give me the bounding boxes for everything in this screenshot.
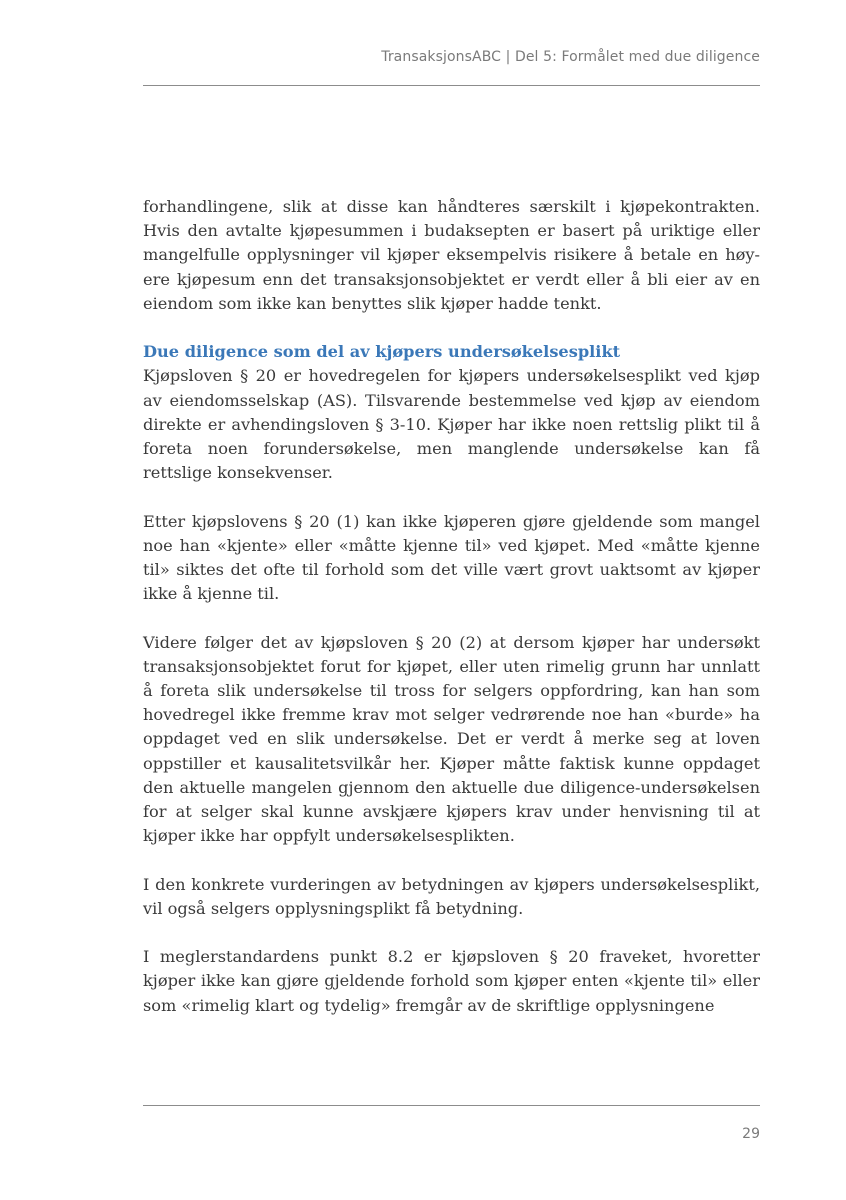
- paragraph-5: I meglerstandardens punkt 8.2 er kjøpsloven § 20 fraveket, hvoretter kjøper ikke kan gjøre gjeldende forhold som kjøper enten «kjente til» eller som «rimelig klart og tydelig» fremgår av de skriftlige opplysningene: [143, 947, 760, 1015]
- running-header: TransaksjonsABC | Del 5: Formålet med due diligence: [381, 49, 760, 65]
- paragraph-2: Etter kjøpslovens § 20 (1) kan ikke kjøperen gjøre gjeldende som mangel noe han «kjente» eller «måtte kjenne til» ved kjøpet. Med «måtte kjenne til» siktes det ofte til forhold som det ville vært grovt uaktsomt av kjøper ikke å kjenne til.: [143, 511, 760, 604]
- header-divider: [143, 85, 760, 86]
- paragraph-3: Videre følger det av kjøpsloven § 20 (2) at dersom kjøper har undersøkt transaksjonsobjektet forut for kjøpet, eller uten rimelig grunn har unnlatt å foreta slik undersøkelse til tross for selgers oppfordring, kan han som hovedregel ikke fremme krav mot selger vedrørende noe han «burde» ha oppdaget ved en slik undersøkelse. Det er verdt å merke seg at loven oppstiller et kausalitetsvilkår her. Kjøper måtte faktisk kunne oppdaget den aktuelle mangelen gjennom den aktuelle due diligence-undersøkelsen for at selger skal kunne avskjære kjøpers krav under henvisning til at kjøper ikke har oppfylt undersøkelsesplikten.: [143, 632, 760, 846]
- paragraph-1: Kjøpsloven § 20 er hovedregelen for kjøpers undersøkelsesplikt ved kjøp av eiendomsselskap (AS). Tilsvarende bestemmelse ved kjøp av eiendom direkte er avhendingsloven § 3-10. Kjøper har ikke noen rettslig plikt til å foreta noen forundersøkelse, men manglende undersøkelse kan få rettslige konsekvenser.: [143, 366, 760, 483]
- page-number: 29: [742, 1126, 760, 1142]
- footer-divider: [143, 1105, 760, 1106]
- paragraph-4: I den konkrete vurderingen av betydningen av kjøpers undersøkelsesplikt, vil også selgers opplysningsplikt få betydning.: [143, 874, 760, 918]
- paragraph-intro: forhandlingene, slik at disse kan håndteres særskilt i kjøpekontrakten. Hvis den avtalte kjøpesummen i budaksepten er basert på uriktige eller mangelfulle opplysninger vil kjøper eksempelvis risikere å betale en høyere kjøpesum enn det transaksjonsobjektet er verdt eller å bli eier av en eiendom som ikke kan benyttes slik kjøper hadde tenkt.: [143, 197, 760, 313]
- section-heading: Due diligence som del av kjøpers undersøkelsesplikt: [143, 342, 621, 362]
- body-text: [143, 195, 760, 1042]
